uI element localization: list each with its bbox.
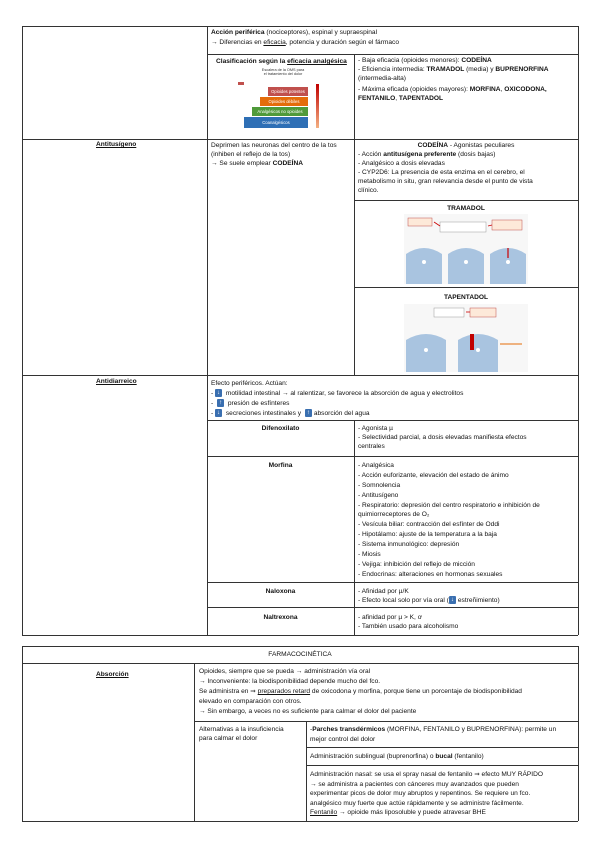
inner-col-divider bbox=[354, 420, 355, 635]
action-line2: → Diferencias en eficacia, potencia y duración según el fármaco bbox=[211, 39, 400, 46]
inner-col-divider bbox=[354, 54, 355, 139]
drug-effect: - Acción euforizante, elevación del estado de ánimo bbox=[358, 472, 509, 479]
row-divider bbox=[22, 663, 578, 664]
table-border-bottom bbox=[22, 635, 578, 636]
drug-effect: - Vesícula biliar: contracción del esfínter de Oddi bbox=[358, 521, 500, 528]
row-divider bbox=[306, 747, 578, 748]
arrow-down-icon: ↓ bbox=[450, 597, 454, 604]
table2-col-divider bbox=[194, 663, 195, 821]
ladder-step-2: Opioides débiles bbox=[260, 97, 308, 106]
absorcion-line-5: → Sin embargo, a veces no es suficiente para calmar el dolor del paciente bbox=[199, 708, 417, 715]
alt-nasal-line-4: analgésico muy fuerte que actúe rápidamente y se administre fácilmente. bbox=[310, 800, 524, 807]
inner-col-divider bbox=[306, 721, 307, 821]
antidiarreico-line-1: - ↓ motilidad intestinal → al ralentizar, se favorece la absorción de agua y electrolitos bbox=[211, 390, 464, 397]
alt-nasal-line-1: Administración nasal: se usa el spray nasal de fentanilo ⇒ efecto MUY RÁPIDO bbox=[310, 771, 543, 778]
arrow-up-icon: ↑ bbox=[219, 400, 223, 407]
drug-effect: - Vejiga: inhibición del reflejo de micción bbox=[358, 561, 475, 568]
ladder-step-1: Opioides potentes bbox=[268, 87, 308, 96]
arrow-down-icon: ↓ bbox=[217, 390, 221, 397]
alt-nasal-line-5: Fentanilo → opioide más liposoluble y puede atravesar BHE bbox=[310, 809, 486, 816]
table-col-divider bbox=[207, 26, 208, 635]
row-divider bbox=[207, 607, 578, 608]
row-divider bbox=[207, 456, 578, 457]
drug-name-morfina: Morfina bbox=[268, 462, 293, 469]
row-divider bbox=[207, 54, 578, 55]
efficacy-line-2: - Eficiencia intermedia: TRAMADOL (media) y BUPRENORFINA bbox=[358, 66, 549, 73]
tramadol-title: TRAMADOL bbox=[447, 205, 485, 212]
alt-nasal-line-3: experimentar picos de dolor muy abruptos y repentinos. Se requiere un fco. bbox=[310, 790, 531, 797]
absorcion-line-2: → Inconveniente: la biodisponibilidad depende mucho del fco. bbox=[199, 678, 381, 685]
drug-effect: - Antitusígeno bbox=[358, 492, 399, 499]
table-border-left bbox=[22, 26, 23, 635]
antidiarreico-line-2: - ↑ presión de esfínteres bbox=[211, 400, 290, 407]
arrow-up-icon: ↑ bbox=[306, 410, 310, 417]
tramadol-diagram bbox=[404, 214, 528, 284]
ladder-caption: Escalera de la OMS para el tratamiento del dolor bbox=[261, 68, 305, 77]
drug-effect: - También usado para alcoholismo bbox=[358, 623, 459, 630]
drug-name-naltrexona: Naltrexona bbox=[263, 614, 298, 621]
table-border-top bbox=[22, 26, 578, 27]
tapentadol-diagram bbox=[404, 304, 528, 372]
table2-border-right bbox=[578, 646, 579, 821]
efficacy-line-1: - Baja eficacia (opioides menores): CODEÍNA bbox=[358, 57, 492, 64]
row-divider bbox=[22, 375, 578, 376]
antidiarreico-line-3: - ↓ secreciones intestinales y ↑ absorción del agua bbox=[211, 410, 370, 417]
codeina-line-5: clínico. bbox=[358, 187, 379, 194]
arrow-down-icon: ↓ bbox=[217, 410, 221, 417]
alt-parches-line-2: mejor control del dolor bbox=[310, 736, 376, 743]
alt-nasal-line-2: → se administra a pacientes con cánceres muy avanzados que pueden bbox=[310, 781, 519, 788]
absorcion-line-4: elevado en comparación con otros. bbox=[199, 698, 302, 705]
tapentadol-mechanism-figure bbox=[404, 304, 528, 372]
ladder-step-3: Analgésicos no opioides bbox=[252, 107, 308, 116]
action-line1: Acción periférica (nociceptores), espinal y supraespinal bbox=[211, 29, 378, 36]
row-divider bbox=[306, 765, 578, 766]
antitus-desc-2: (inhiben el reflejo de la tos) bbox=[211, 151, 291, 158]
farmacocinetica-header: FARMACOCINÉTICA bbox=[268, 651, 332, 658]
row-divider bbox=[194, 721, 578, 722]
tapentadol-title: TAPENTADOL bbox=[443, 294, 489, 301]
absorcion-line-3: Se administra en ⇒ preparados retard de oxicodona y morfina, porque tiene un porcentaje de biodisponibilidad bbox=[199, 688, 522, 695]
antidiarreico-intro: Efecto periféricos. Actúan: bbox=[211, 380, 288, 387]
drug-effect: - Efecto local solo por vía oral ( ↓ estreñimiento) bbox=[358, 597, 500, 604]
alt-sublingual: Administración sublingual (buprenorfina) o bucal (fentanilo) bbox=[310, 753, 484, 760]
alternativas-label-2: para calmar el dolor bbox=[199, 735, 258, 742]
inner-col-divider bbox=[354, 139, 355, 375]
antitus-desc-3: → Se suele emplear CODEÍNA bbox=[211, 160, 303, 167]
codeina-title: CODEÍNA - Agonistas peculiares bbox=[417, 142, 515, 149]
intensity-arrow bbox=[316, 84, 319, 128]
codeina-line-2: - Analgésico a dosis elevadas bbox=[358, 160, 445, 167]
efficacy-line-4: - Máxima eficada (opioides mayores): MORFINA, OXICODONA, bbox=[358, 86, 547, 93]
drug-effect: - Selectividad parcial, a dosis elevadas manifiesta efectos bbox=[358, 434, 527, 441]
ladder-step-4: Coanalgésicos bbox=[244, 117, 308, 128]
drug-effect: centrales bbox=[358, 443, 385, 450]
alternativas-label-1: Alternativas a la insuficiencia bbox=[199, 726, 284, 733]
antitusigeno-label: Antitusígeno bbox=[96, 141, 137, 148]
codeina-line-3: - CYP2D6: La presencia de esta enzima en el cerebro, el bbox=[358, 169, 525, 176]
tramadol-mechanism-figure bbox=[404, 214, 528, 284]
drug-effect: - Hipotálamo: ajuste de la temperatura a la baja bbox=[358, 531, 497, 538]
drug-name-difenoxilato: Difenoxilato bbox=[261, 425, 300, 432]
drug-effect: - Afinidad por µ/K bbox=[358, 588, 409, 595]
drug-effect: quimiorreceptores de O₂ bbox=[358, 511, 430, 518]
drug-effect: - Respiratorio: depresión del centro respiratorio e inhibición de bbox=[358, 502, 540, 509]
absorcion-label: Absorción bbox=[96, 671, 129, 678]
table2-border-bottom bbox=[22, 821, 578, 822]
efficacy-line-5: FENTANILO, TAPENTADOL bbox=[358, 95, 443, 102]
who-ladder-figure bbox=[238, 68, 330, 132]
table-border-right bbox=[578, 26, 579, 635]
codeina-line-1: - Acción antitusígena preferente (dosis bajas) bbox=[358, 151, 496, 158]
table2-border-left bbox=[22, 646, 23, 821]
table2-border-top bbox=[22, 646, 578, 647]
drug-effect: - Somnolencia bbox=[358, 482, 401, 489]
drug-effect: - Miosis bbox=[358, 551, 381, 558]
drug-name-naloxona: Naloxona bbox=[265, 588, 296, 595]
antidiarreico-label: Antidiarreico bbox=[96, 378, 137, 385]
row-divider bbox=[354, 200, 578, 201]
drug-effect: - Agonista µ bbox=[358, 425, 393, 432]
row-divider bbox=[207, 420, 578, 421]
alt-parches-line-1: -Parches transdérmicos (MORFINA, FENTANILO y BUPRENORFINA): permite un bbox=[310, 726, 557, 733]
antitus-desc-1: Deprimen las neuronas del centro de la tos bbox=[211, 142, 337, 149]
codeina-line-4: metabolismo in situ, gran relevancia desde el punto de vista bbox=[358, 178, 533, 185]
drug-effect: - Analgésica bbox=[358, 462, 394, 469]
row-divider bbox=[354, 287, 578, 288]
drug-effect: - afinidad por µ > K, ơ bbox=[358, 614, 423, 621]
classification-title: Clasificación según la eficacia analgésica bbox=[216, 58, 347, 65]
efficacy-line-3: (intermedia-alta) bbox=[358, 75, 407, 82]
row-divider bbox=[207, 582, 578, 583]
absorcion-line-1: Opioides, siempre que se pueda → administración vía oral bbox=[199, 668, 371, 675]
drug-effect: - Endocrinas: alteraciones en hormonas sexuales bbox=[358, 571, 503, 578]
pain-marker bbox=[238, 82, 244, 85]
drug-effect: - Sistema inmunológico: depresión bbox=[358, 541, 460, 548]
